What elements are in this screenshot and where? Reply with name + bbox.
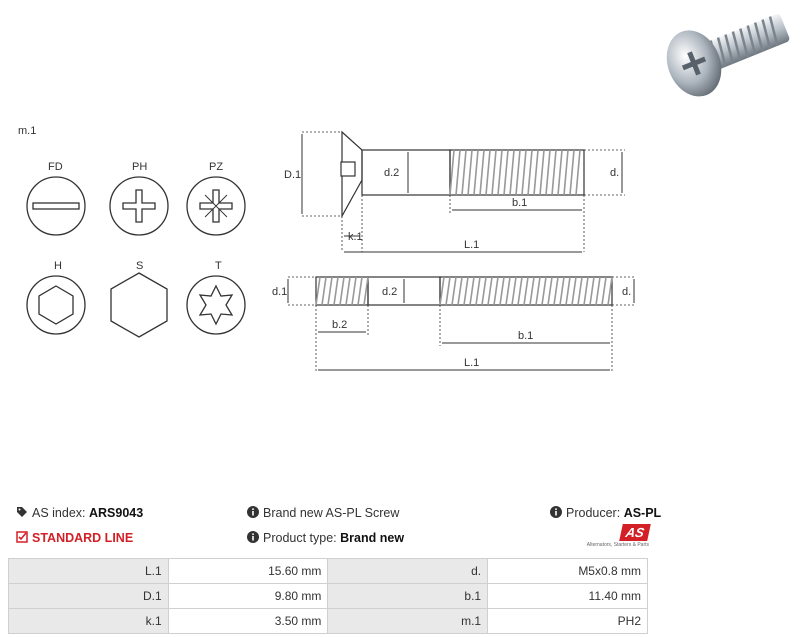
checkbox-check-icon — [16, 531, 28, 543]
screw-photo — [650, 0, 800, 105]
product-type — [247, 531, 404, 545]
standard-line — [16, 531, 133, 545]
producer-label: Producer: — [566, 506, 621, 520]
svg-text:b.1: b.1 — [512, 197, 528, 209]
svg-text:d.2: d.2 — [382, 286, 398, 298]
svg-text:d.2: d.2 — [384, 167, 400, 179]
drive-label-pz: PZ — [209, 161, 224, 173]
specs-table — [8, 558, 648, 634]
spec-value: 9.80 mm — [168, 584, 328, 609]
spec-key: b.1 — [328, 584, 488, 609]
flat-drive-icon — [27, 177, 85, 235]
product-type-label: Product type: — [263, 531, 337, 545]
producer — [550, 506, 661, 520]
drive-icons — [0, 0, 270, 340]
svg-text:L.1: L.1 — [464, 239, 480, 251]
spec-key: m.1 — [328, 609, 488, 634]
producer-value: AS-PL — [623, 506, 662, 520]
as-index-value: ARS9043 — [89, 506, 144, 520]
table-row — [9, 609, 648, 634]
logo-mark: AS — [619, 524, 651, 541]
svg-text:L.1: L.1 — [464, 357, 480, 369]
torx-drive-icon — [187, 276, 245, 334]
svg-text:D.1: D.1 — [284, 169, 302, 181]
info-icon — [550, 506, 562, 518]
table-row — [9, 559, 648, 584]
table-row — [9, 584, 648, 609]
brand-text: Brand new AS-PL Screw — [263, 506, 400, 520]
drive-label-fd: FD — [48, 161, 63, 173]
spec-value: 11.40 mm — [488, 584, 648, 609]
spec-key: k.1 — [9, 609, 169, 634]
as-pl-logo — [585, 524, 649, 548]
hex-socket-drive-icon — [27, 276, 85, 334]
spec-value: PH2 — [488, 609, 648, 634]
drive-label-s: S — [136, 260, 144, 272]
brand-info — [247, 506, 399, 520]
info-icon — [247, 506, 259, 518]
svg-text:d.: d. — [610, 167, 620, 179]
as-index-label: AS index: — [32, 506, 86, 520]
countersunk-screw-diagram — [270, 120, 650, 260]
drive-label-ph: PH — [132, 161, 148, 173]
spec-key: d. — [328, 559, 488, 584]
as-index — [16, 506, 143, 520]
info-icon — [247, 531, 259, 543]
svg-text:k.1: k.1 — [348, 231, 363, 243]
spec-value: M5x0.8 mm — [488, 559, 648, 584]
spec-key: L.1 — [9, 559, 169, 584]
drive-label-h: H — [54, 260, 62, 272]
spec-value: 15.60 mm — [168, 559, 328, 584]
pozidriv-drive-icon — [187, 177, 245, 235]
standard-line-text: STANDARD LINE — [32, 531, 134, 545]
svg-text:b.2: b.2 — [332, 319, 348, 331]
svg-text:b.1: b.1 — [518, 330, 534, 342]
product-type-value: Brand new — [340, 531, 405, 545]
hex-head-drive-icon — [111, 273, 167, 337]
m1-label: m.1 — [18, 125, 37, 137]
spec-key: D.1 — [9, 584, 169, 609]
spec-value: 3.50 mm — [168, 609, 328, 634]
phillips-drive-icon — [110, 177, 168, 235]
tag-icon — [16, 506, 28, 518]
drive-label-t: T — [215, 260, 222, 272]
svg-text:d.: d. — [622, 286, 632, 298]
svg-text:d.1: d.1 — [272, 286, 288, 298]
logo-subtext: Alternators, Starters & Parts — [586, 542, 649, 548]
stud-screw-diagram — [270, 268, 650, 378]
